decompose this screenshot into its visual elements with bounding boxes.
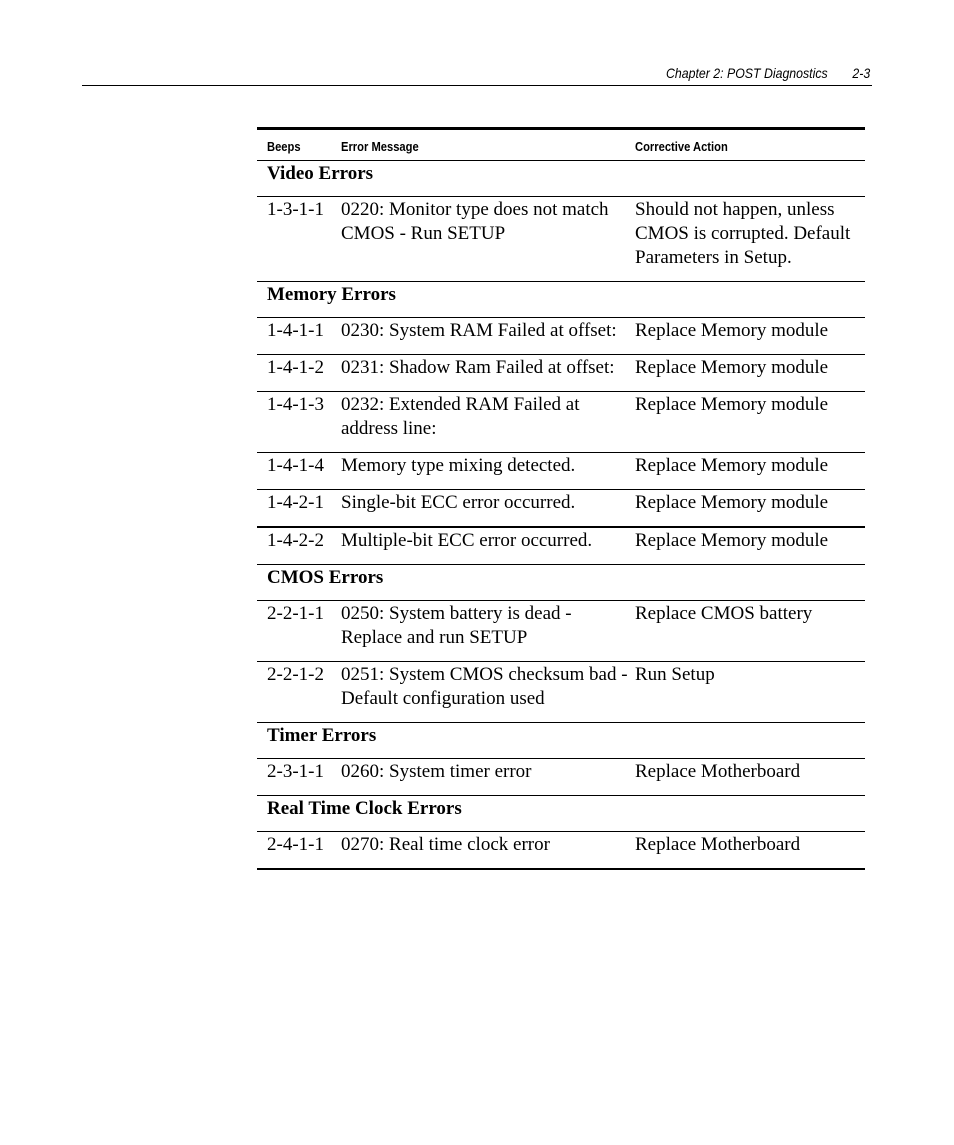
table-row bbox=[257, 392, 865, 453]
group-header-row bbox=[257, 796, 865, 832]
table-row bbox=[257, 662, 865, 723]
error-message-cell: Single-bit ECC error occurred. bbox=[341, 490, 635, 528]
error-message-cell: 0232: Extended RAM Failed at address line: bbox=[341, 392, 635, 453]
beep-code-cell: 1-3-1-1 bbox=[257, 197, 341, 282]
beep-code-cell: 1-4-1-1 bbox=[257, 318, 341, 355]
group-header-row bbox=[257, 282, 865, 318]
group-header-row bbox=[257, 723, 865, 759]
corrective-action-cell: Replace CMOS battery bbox=[635, 601, 865, 662]
table-row bbox=[257, 832, 865, 870]
corrective-action-cell: Replace Memory module bbox=[635, 318, 865, 355]
corrective-action-cell: Should not happen, unless CMOS is corrupted. Default Parameters in Setup. bbox=[635, 197, 865, 282]
group-header-row bbox=[257, 161, 865, 197]
column-header-corrective-action: Corrective Action bbox=[635, 129, 865, 161]
corrective-action-cell: Replace Memory module bbox=[635, 355, 865, 392]
table-row bbox=[257, 759, 865, 796]
corrective-action-cell: Replace Memory module bbox=[635, 490, 865, 528]
beep-code-cell: 1-4-1-2 bbox=[257, 355, 341, 392]
beep-code-cell: 2-2-1-1 bbox=[257, 601, 341, 662]
group-title: Video Errors bbox=[257, 161, 865, 197]
beep-code-cell: 1-4-1-4 bbox=[257, 453, 341, 490]
chapter-title: Chapter 2: POST Diagnostics bbox=[666, 65, 828, 81]
table-row bbox=[257, 490, 865, 528]
group-title: CMOS Errors bbox=[257, 565, 865, 601]
table-body bbox=[257, 161, 865, 870]
beep-code-cell: 1-4-1-3 bbox=[257, 392, 341, 453]
error-message-cell: 0230: System RAM Failed at offset: bbox=[341, 318, 635, 355]
error-message-cell: Multiple-bit ECC error occurred. bbox=[341, 527, 635, 565]
error-table bbox=[257, 127, 865, 870]
beep-code-cell: 2-4-1-1 bbox=[267, 834, 324, 855]
page-number: 2-3 bbox=[852, 65, 870, 81]
corrective-action-cell: Replace Memory module bbox=[635, 392, 865, 453]
corrective-action-cell: Replace Memory module bbox=[635, 527, 865, 565]
table-row bbox=[257, 355, 865, 392]
error-message-cell: 0270: Real time clock error bbox=[341, 834, 550, 855]
beep-code-cell: 2-3-1-1 bbox=[257, 759, 341, 796]
group-title: Memory Errors bbox=[257, 282, 865, 318]
beep-code-cell: 1-4-2-2 bbox=[257, 527, 341, 565]
error-message-cell: 0260: System timer error bbox=[341, 759, 635, 796]
corrective-action-cell: Replace Memory module bbox=[635, 453, 865, 490]
column-header-error-message: Error Message bbox=[341, 129, 635, 161]
error-message-cell: 0220: Monitor type does not match CMOS - Run SETUP bbox=[341, 197, 635, 282]
table-header-row bbox=[257, 129, 865, 161]
post-beep-codes-table bbox=[257, 127, 865, 870]
error-message-cell: Memory type mixing detected. bbox=[341, 453, 635, 490]
beep-code-cell: 1-4-2-1 bbox=[257, 490, 341, 528]
table-row bbox=[257, 527, 865, 565]
error-message-cell: 0250: System battery is dead - Replace and run SETUP bbox=[341, 601, 635, 662]
table-row bbox=[257, 318, 865, 355]
corrective-action-cell: Run Setup bbox=[635, 662, 865, 723]
group-header-row bbox=[257, 565, 865, 601]
corrective-action-cell: Replace Motherboard bbox=[635, 759, 865, 796]
table-row bbox=[257, 197, 865, 282]
error-message-cell: 0231: Shadow Ram Failed at offset: bbox=[341, 355, 635, 392]
corrective-action-cell: Replace Motherboard bbox=[635, 834, 801, 855]
table-row bbox=[257, 601, 865, 662]
error-message-cell: 0251: System CMOS checksum bad - Default configuration used bbox=[341, 662, 635, 723]
group-title: Timer Errors bbox=[257, 723, 865, 759]
running-header bbox=[82, 63, 872, 86]
column-header-beeps: Beeps bbox=[257, 129, 341, 161]
beep-code-cell: 2-2-1-2 bbox=[257, 662, 341, 723]
group-title: Real Time Clock Errors bbox=[257, 796, 865, 832]
table-row bbox=[257, 453, 865, 490]
